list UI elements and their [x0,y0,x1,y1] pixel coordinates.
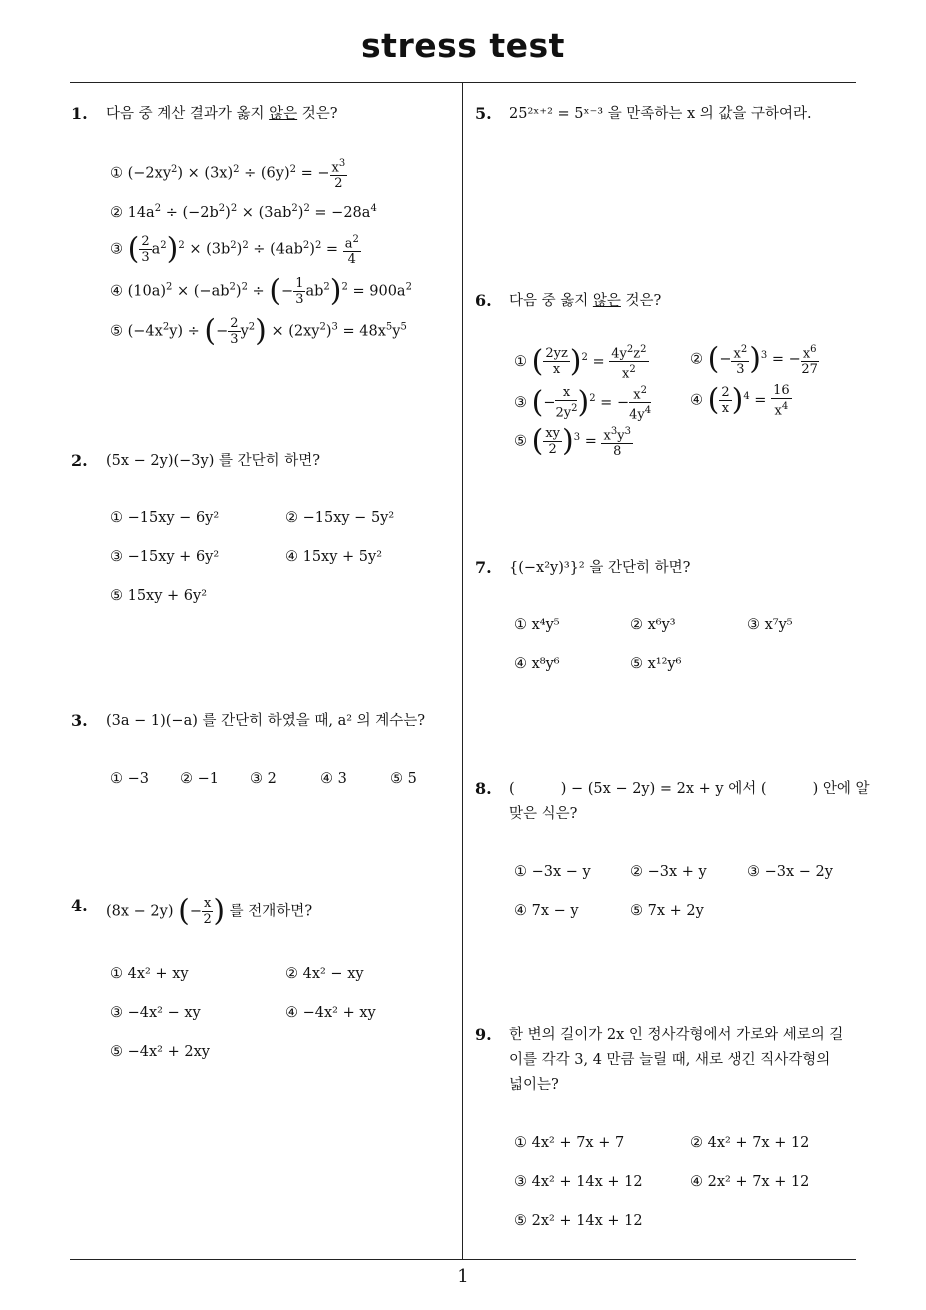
choice-3[interactable]: ③ −4x² − xy [110,1005,201,1021]
choice-4[interactable]: ④ $(10a)^2 \times (-ab^2)^2$ ÷ (− $\frac{1}{3}$ $ab^2)^2 = 900a^2$ [110,273,412,309]
question-text: (5x − 2y)(−3y) 를 간단히 하면? [106,453,321,469]
question-text: 다음 중 계산 결과가 옳지 않은 것은? [106,106,338,122]
question-number: 8. [475,779,492,798]
choice-3[interactable]: ③ 2 [250,771,277,787]
choice-1[interactable]: ① −3x − y [514,864,591,880]
choice-1[interactable]: ① −15xy − 6y² [110,510,220,526]
bottom-rule [70,1259,856,1260]
question-text: ( ) − (5x − 2y) = 2x + y 에서 ( ) 안에 알 [509,781,870,797]
choice-2[interactable]: ② (− $\frac{x^2}{3}$ )$^3$ = − $\frac{x^6}{27}$ [690,341,818,378]
choice-5[interactable]: ⑤ 7x + 2y [630,903,704,919]
choice-2[interactable]: ② −3x + y [630,864,707,880]
question-number: 7. [475,558,492,577]
choice-1[interactable]: ① ( $\frac{2yz}{x}$ )$^2$ = $\frac{4y^2z^2}{x^2}$ [514,343,647,382]
choice-2[interactable]: ② 4x² + 7x + 12 [690,1135,810,1151]
choice-2[interactable]: ② x⁶y³ [630,617,676,633]
choice-2[interactable]: ② 4x² − xy [285,966,364,982]
choice-5[interactable]: ⑤ $(-4x^2y)$ ÷ (− $\frac{2}{3}$ $y^2) \times (2xy^2)^3 = 48x^5y^5$ [110,313,407,349]
choice-5[interactable]: ⑤ 2x² + 14x + 12 [514,1213,643,1229]
choice-5[interactable]: ⑤ −4x² + 2xy [110,1044,210,1060]
question-text: 25²ˣ⁺² = 5ˣ⁻³ 을 만족하는 x 의 값을 구하여라. [509,106,812,122]
question-number: 6. [475,291,492,310]
choice-4[interactable]: ④ 2x² + 7x + 12 [690,1174,810,1190]
question-number: 5. [475,104,492,123]
question-text-cont: 이를 각각 3, 4 만큼 늘릴 때, 새로 생긴 직사각형의 [509,1052,831,1068]
question-text: 다음 중 옳지 않은 것은? [509,293,662,309]
top-rule [70,82,856,83]
choice-4[interactable]: ④ ( $\frac{2}{x}$ )$^4$ = $\frac{16}{x^4}$ [690,382,790,419]
choice-4[interactable]: ④ 15xy + 5y² [285,549,383,565]
choice-4[interactable]: ④ 7x − y [514,903,579,919]
choice-5[interactable]: ⑤ x¹²y⁶ [630,656,682,672]
choice-2[interactable]: ② −1 [180,771,219,787]
question-text: (3a − 1)(−a) 를 간단히 하였을 때, a² 의 계수는? [106,713,426,729]
choice-2[interactable]: ② $14a^2 \div (-2b^2)^2 \times (3ab^2)^2 = -28a^4$ [110,203,377,221]
question-text-cont: 넓이는? [509,1077,559,1093]
question-text-cont: 맞은 식은? [509,806,578,822]
question-number: 9. [475,1025,492,1044]
question-text: (8x − 2y) (− $\frac{x}{2}$ ) 를 전개하면? [106,893,313,929]
choice-1[interactable]: ① 4x² + 7x + 7 [514,1135,625,1151]
column-divider [462,83,463,1259]
choice-3[interactable]: ③ −3x − 2y [747,864,833,880]
choice-1[interactable]: ① x⁴y⁵ [514,617,560,633]
question-text: 한 변의 길이가 2x 인 정사각형에서 가로와 세로의 길 [509,1027,844,1043]
choice-3[interactable]: ③ 4x² + 14x + 12 [514,1174,643,1190]
choice-4[interactable]: ④ x⁸y⁶ [514,656,560,672]
question-number: 1. [71,104,88,123]
choice-4[interactable]: ④ 3 [320,771,347,787]
page-title: stress test [361,26,565,65]
question-number: 4. [71,896,88,915]
choice-3[interactable]: ③ (− $\frac{x}{2y^2}$ )$^2$ = − $\frac{x^2}{4y^4}$ [514,384,652,423]
page-number: 1 [457,1266,469,1287]
choice-3[interactable]: ③ x⁷y⁵ [747,617,793,633]
question-number: 2. [71,451,88,470]
question-number: 3. [71,711,88,730]
choice-1[interactable]: ① $(-2xy^2) \times (3x)^2 \div (6y)^2$ = − $\frac{x^3}{2}$ [110,158,346,192]
choice-5[interactable]: ⑤ ( $\frac{xy}{2}$ )$^3$ = $\frac{x^3y^3}{8}$ [514,423,631,460]
choice-3[interactable]: ③ ( $\frac{2}{3}$ $a^2)^2 \times (3b^2)^2 \div (4ab^2)^2$ = $\frac{a^2}{4}$ [110,231,359,268]
choice-2[interactable]: ② −15xy − 5y² [285,510,395,526]
choice-1[interactable]: ① 4x² + xy [110,966,189,982]
question-text: {(−x²y)³}² 을 간단히 하면? [509,560,691,576]
choice-3[interactable]: ③ −15xy + 6y² [110,549,220,565]
choice-4[interactable]: ④ −4x² + xy [285,1005,376,1021]
choice-5[interactable]: ⑤ 15xy + 6y² [110,588,208,604]
choice-5[interactable]: ⑤ 5 [390,771,417,787]
choice-1[interactable]: ① −3 [110,771,149,787]
